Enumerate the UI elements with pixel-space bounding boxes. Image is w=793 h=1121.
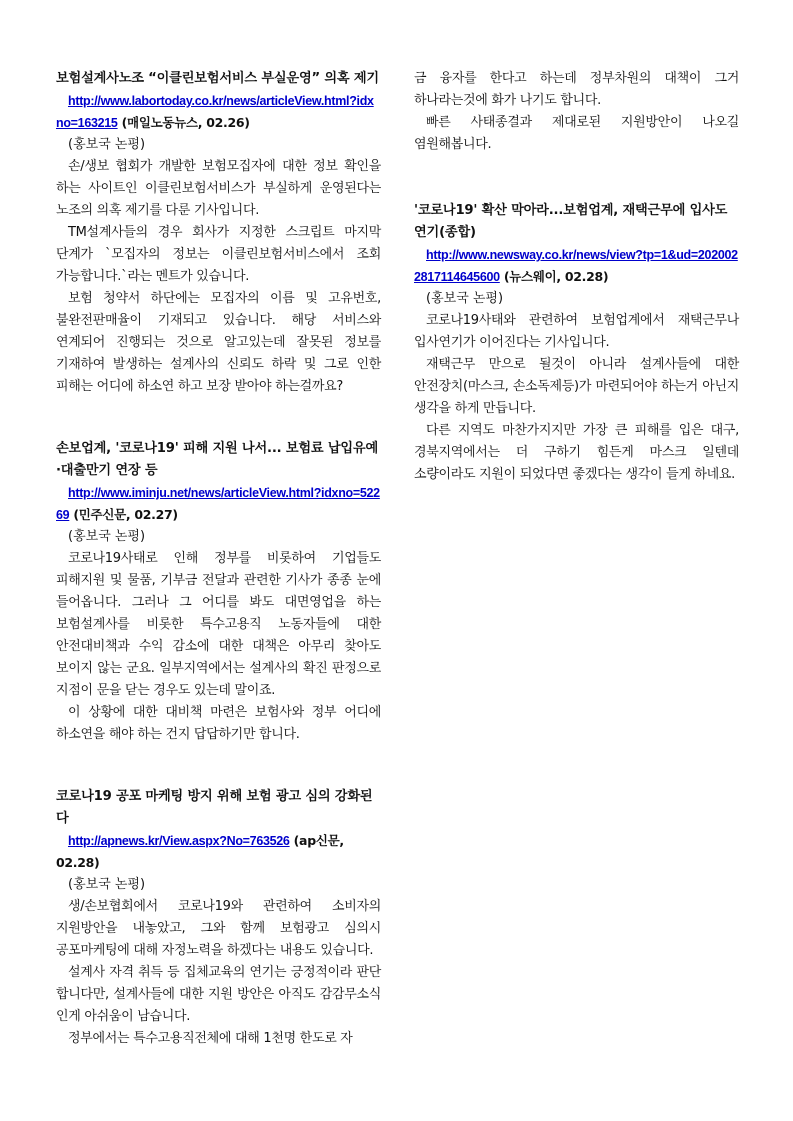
article-3-continuation [414, 68, 739, 156]
article-writer: (홍보국 논평) [426, 291, 504, 306]
article-publisher: (뉴스웨이, 02.28) [499, 269, 609, 284]
article-publisher: (ap신문, 02.28) [56, 833, 344, 870]
article-source [56, 482, 381, 526]
article-writer: (홍보국 논평) [68, 137, 146, 152]
right-column [414, 68, 739, 522]
article-paragraph: 코로나19사태와 관련하여 보험업계에서 재택근무나 입사연기가 이어진다는 기사입니다. [414, 313, 739, 350]
article-4 [414, 200, 739, 486]
article-paragraph: 정부에서는 특수고용직전체에 대해 1천명 한도로 자 [68, 1031, 353, 1046]
article-source [56, 830, 381, 874]
article-paragraph: 보험 청약서 하단에는 모집자의 이름 및 고유번호, 불완전판매율이 기재되고 있습니다. 해당 서비스와 연계되어 진행되는 것으로 알고있는데 잘못된 정보를 기재하여 발생하는 설계사의 신뢰도 하락 및 그로 인한 피해는 어디에 하소연 하고 보장 받아야 하는걸까요? [56, 291, 381, 394]
article-link[interactable]: http://www.iminju.net/news/articleView.html?idxno=52269 [56, 486, 380, 522]
article-publisher: (민주신문, 02.27) [69, 507, 178, 522]
article-link[interactable]: http://apnews.kr/View.aspx?No=763526 [68, 834, 290, 848]
article-paragraph: 이 상황에 대한 대비책 마련은 보험사와 정부 어디에 하소연을 해야 하는 건지 답답하기만 합니다. [56, 705, 381, 742]
article-title: 손보업계, '코로나19' 피해 지원 나서... 보험료 납입유예·대출만기 연장 등 [56, 441, 378, 478]
article-1 [56, 68, 381, 398]
article-link[interactable]: http://www.labortoday.co.kr/news/articleView.html?idxno=163215 [56, 94, 374, 130]
article-source [56, 90, 381, 134]
article-title: '코로나19' 확산 막아라...보험업계, 재택근무에 입사도 연기(종합) [414, 203, 728, 240]
article-paragraph: 코로나19사태로 인해 정부를 비롯하여 기업들도 피해지원 및 물품, 기부금 전달과 관련한 기사가 종종 눈에 들어옵니다. 그러나 그 어디를 봐도 대면영업을 하는 보험설계사를 비롯한 특수고용직 노동자들에 대한 안전대비책과 수익 감소에 대한 대책은 아무리 찾아도 보이지 않는 군요. 일부지역에서는 설계사의 확진 판정으로 지점이 문을 닫는 경우도 있는데 말이죠. [56, 551, 381, 698]
article-title: 코로나19 공포 마케팅 방지 위해 보험 광고 심의 강화된다 [56, 789, 373, 826]
article-writer: (홍보국 논평) [68, 877, 146, 892]
left-column [56, 68, 381, 1086]
article-paragraph: 손/생보 협회가 개발한 보험모집자에 대한 정보 확인을 하는 사이트인 이클린보험서비스가 부실하게 운영된다는 노조의 의혹 제기를 다룬 기사입니다. [56, 159, 381, 218]
article-paragraph: 금 융자를 한다고 하는데 정부차원의 대책이 그거 하나라는것에 화가 나기도 합니다. [414, 71, 739, 108]
article-source [414, 244, 739, 288]
article-paragraph: 생/손보협회에서 코로나19와 관련하여 소비자의 지원방안을 내놓았고, 그와 함께 보험광고 심의시 공포마케팅에 대해 자정노력을 하겠다는 내용도 있습니다. [56, 899, 381, 958]
article-paragraph: 설계사 자격 취득 등 집체교육의 연기는 긍정적이라 판단 합니다만, 설계사들에 대한 지원 방안은 아직도 감감무소식 인게 아쉬움이 남습니다. [56, 965, 381, 1024]
article-3 [56, 786, 381, 1050]
article-title: 보험설계사노조 “이클린보험서비스 부실운영” 의혹 제기 [56, 71, 379, 86]
article-2 [56, 438, 381, 746]
article-writer: (홍보국 논평) [68, 529, 146, 544]
article-paragraph: 재택근무 만으로 될것이 아니라 설계사들에 대한 안전장치(마스크, 손소독제등)가 마련되어야 하는거 아닌지 생각을 하게 만듭니다. [414, 357, 739, 416]
article-link[interactable]: http://www.newsway.co.kr/news/view?tp=1&ud=2020022817114645600 [414, 248, 738, 284]
article-publisher: (매일노동뉴스, 02.26) [117, 115, 250, 130]
article-paragraph: TM설계사들의 경우 회사가 지정한 스크립트 마지막 단계가 `모집자의 정보는 이클린보험서비스에서 조회 가능합니다.`라는 멘트가 있습니다. [56, 225, 381, 284]
article-paragraph: 빠른 사태종결과 제대로된 지원방안이 나오길 염원해봅니다. [414, 115, 739, 152]
article-paragraph: 다른 지역도 마찬가지지만 가장 큰 피해를 입은 대구, 경북지역에서는 더 구하기 힘든게 마스크 일텐데 소량이라도 지원이 되었다면 좋겠다는 생각이 들게 하네요. [414, 423, 739, 482]
